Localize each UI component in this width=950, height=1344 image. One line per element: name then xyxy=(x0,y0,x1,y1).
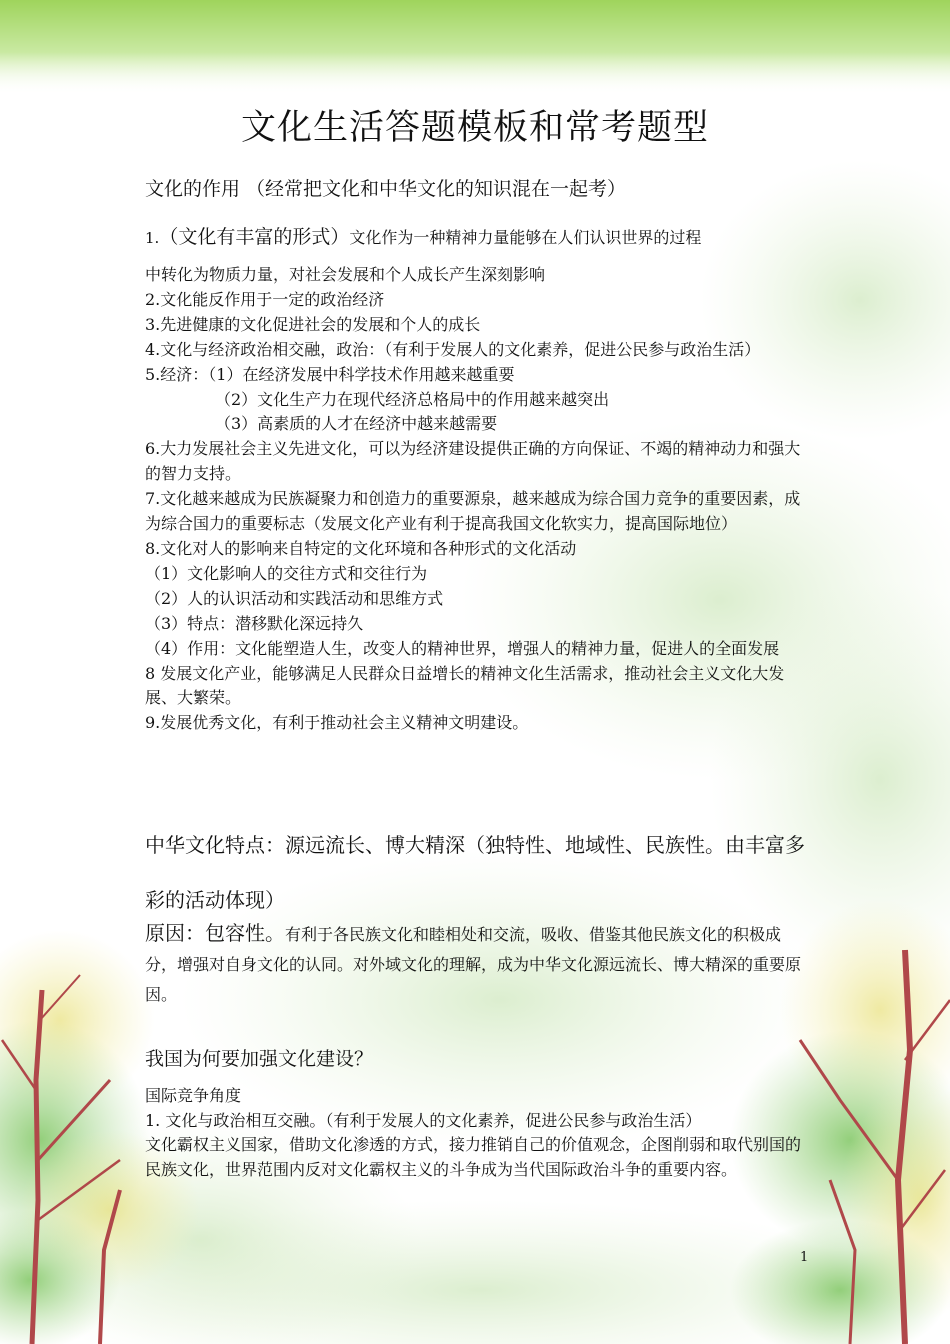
chinese-culture-features: 中华文化特点：源远流长、博大精深（独特性、地域性、民族性。由丰富多彩的活动体现） xyxy=(145,833,805,912)
page-title: 文化生活答题模板和常考题型 xyxy=(240,108,709,148)
intl-point-1-text: 文化霸权主义国家，借助文化渗透的方式，接力推销自己的价值观念，企图削弱和取代别国的民族文化，世界范围内反对文化霸权主义的斗争成为当代国际政治斗争的重要内容。 xyxy=(145,1135,802,1180)
item-8-sub-2: （2）人的认识活动和实践活动和思维方式 xyxy=(145,588,444,608)
reason-lead: 原因：包容性。 xyxy=(145,921,285,945)
international-competition-block xyxy=(145,1084,810,1183)
why-heading: 我国为何要加强文化建设？ xyxy=(145,1048,374,1070)
item-8: 8.文化对人的影响来自特定的文化环境和各种形式的文化活动 xyxy=(145,538,577,558)
item-1-form: （文化有丰富的形式） xyxy=(159,226,350,248)
intl-point-1: 1. 文化与政治相互交融。（有利于发展人的文化素养，促进公民参与政治生活） xyxy=(145,1110,702,1130)
page-number: 1 xyxy=(800,1250,809,1265)
culture-role-list xyxy=(145,263,810,736)
item-2: 2.文化能反作用于一定的政治经济 xyxy=(145,289,385,309)
item-1 xyxy=(145,222,701,249)
item-4: 4.文化与经济政治相交融，政治：（有利于发展人的文化素养，促进公民参与政治生活） xyxy=(145,339,761,359)
culture-role-heading: 文化的作用 （经常把文化和中华文化的知识混在一起考） xyxy=(145,178,627,200)
item-8b: 8 发展文化产业，能够满足人民群众日益增长的精神文化生活需求，推动社会主义文化大发展、大繁荣。 xyxy=(145,663,785,708)
item-1-text: 文化作为一种精神力量能够在人们认识世界的过程 xyxy=(349,228,702,247)
intl-subhead: 国际竞争角度 xyxy=(145,1086,242,1105)
item-8-sub-4: （4）作用：文化能塑造人生，改变人的精神世界，增强人的精神力量，促进人的全面发展 xyxy=(145,638,780,658)
item-8-sub-1: （1）文化影响人的交往方式和交往行为 xyxy=(145,563,428,583)
item-1-number: 1. xyxy=(145,229,160,247)
item-5-sub-2: （2）文化生产力在现代经济总格局中的作用越来越突出 xyxy=(215,389,610,409)
item-3: 3.先进健康的文化促进社会的发展和个人的成长 xyxy=(145,314,481,334)
chinese-culture-reason xyxy=(145,918,810,1010)
reason-text: 有利于各民族文化和睦相处和交流，吸收、借鉴其他民族文化的积极成分，增强对自身文化的认同。对外域文化的理解，成为中华文化源远流长、博大精深的重要原因。 xyxy=(145,925,802,1004)
item-1-continued: 中转化为物质力量，对社会发展和个人成长产生深刻影响 xyxy=(145,265,546,284)
item-9: 9.发展优秀文化，有利于推动社会主义精神文明建设。 xyxy=(145,713,529,733)
item-6: 6.大力发展社会主义先进文化，可以为经济建设提供正确的方向保证、不竭的精神动力和强大的智力支持。 xyxy=(145,439,801,484)
item-7: 7.文化越来越成为民族凝聚力和创造力的重要源泉，越来越成为综合国力竞争的重要因素，成为综合国力的重要标志（发展文化产业有利于提高我国文化软实力，提高国际地位） xyxy=(145,489,801,534)
item-5: 5.经济：（1）在经济发展中科学技术作用越来越重要 xyxy=(145,364,515,384)
item-5-sub-3: （3）高素质的人才在经济中越来越需要 xyxy=(215,414,498,434)
item-8-sub-3: （3）特点：潜移默化深远持久 xyxy=(145,613,364,633)
